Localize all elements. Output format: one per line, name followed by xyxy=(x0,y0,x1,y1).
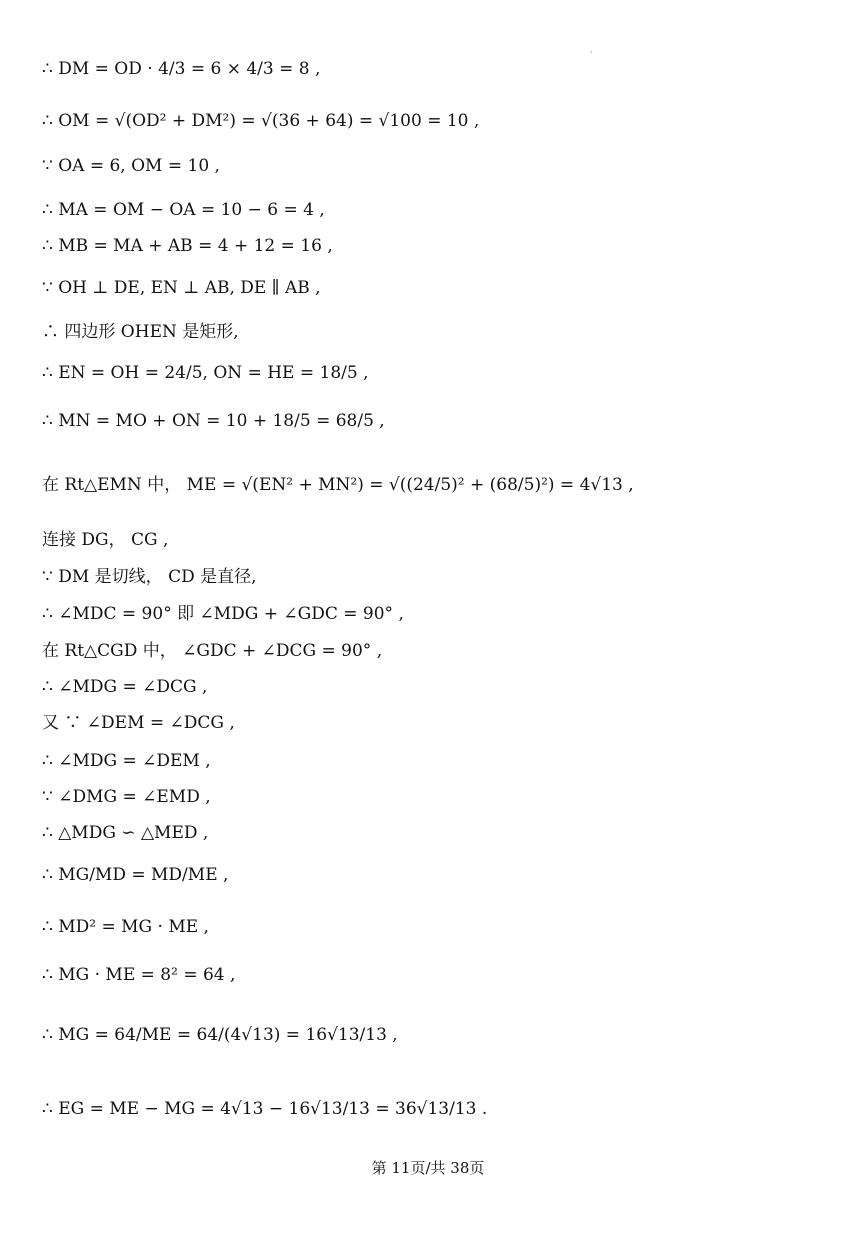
solution-line: ∴ MB = MA + AB = 4 + 12 = 16 , xyxy=(42,236,333,256)
solution-line: ∵ OH ⊥ DE, EN ⊥ AB, DE ∥ AB , xyxy=(42,278,321,298)
solution-line: ∴ ∠MDC = 90° 即 ∠MDG + ∠GDC = 90° , xyxy=(42,604,404,624)
solution-line: ∴ ∠MDG = ∠DCG , xyxy=(42,677,208,697)
solution-line: ∵ ∠DMG = ∠EMD , xyxy=(42,787,211,807)
solution-line: ∴ 四边形 OHEN 是矩形, xyxy=(42,322,239,342)
solution-line: ∴ MD² = MG · ME , xyxy=(42,917,209,937)
solution-line: ∴ MG · ME = 8² = 64 , xyxy=(42,965,236,985)
solution-line: ∴ MG = 64/ME = 64/(4√13) = 16√13/13 , xyxy=(42,1025,398,1045)
solution-line: ∴ MN = MO + ON = 10 + 18/5 = 68/5 , xyxy=(42,411,385,431)
solution-line: ∴ △MDG ∽ △MED , xyxy=(42,823,209,843)
solution-line: 在 Rt△EMN 中， ME = √(EN² + MN²) = √((24/5)² + (68/5)²) = 4√13 , xyxy=(42,475,634,495)
solution-line: ∴ MA = OM − OA = 10 − 6 = 4 , xyxy=(42,200,325,220)
solution-line: ∴ MG/MD = MD/ME , xyxy=(42,865,229,885)
solution-line: ∴ DM = OD · 4/3 = 6 × 4/3 = 8 , xyxy=(42,59,321,79)
page-footer: 第 11页/共 38页 xyxy=(371,1159,485,1177)
solution-line: ∴ EN = OH = 24/5, ON = HE = 18/5 , xyxy=(42,363,369,383)
corner-mark: · xyxy=(590,48,593,57)
solution-line: ∵ DM 是切线， CD 是直径, xyxy=(42,567,257,587)
solution-line: ∴ EG = ME − MG = 4√13 − 16√13/13 = 36√13/13 . xyxy=(42,1099,488,1119)
solution-line: ∴ OM = √(OD² + DM²) = √(36 + 64) = √100 = 10 , xyxy=(42,111,480,131)
solution-line: 又 ∵ ∠DEM = ∠DCG , xyxy=(42,713,235,733)
solution-line: ∴ ∠MDG = ∠DEM , xyxy=(42,751,211,771)
solution-line: 连接 DG， CG , xyxy=(42,530,169,550)
solution-line: 在 Rt△CGD 中， ∠GDC + ∠DCG = 90° , xyxy=(42,641,383,661)
solution-line: ∵ OA = 6, OM = 10 , xyxy=(42,156,220,176)
